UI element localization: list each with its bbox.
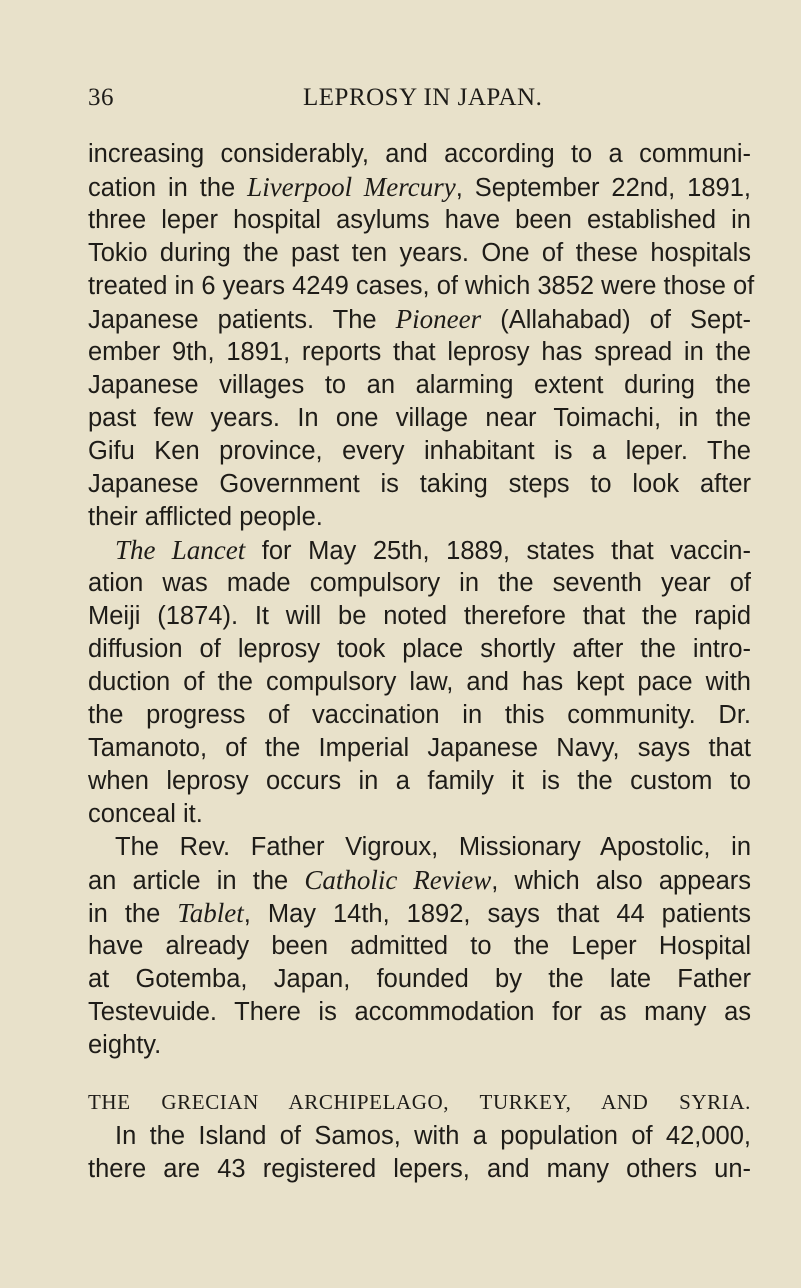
text-line: Japanese patients. The Pioneer (Allahabad) of Sept- <box>88 304 751 334</box>
text-line: Gifu Ken province, every inhabitant is a leper. The <box>88 437 751 465</box>
text-line: eighty. <box>88 1031 162 1059</box>
body-text <box>88 138 755 1062</box>
text-line: increasing considerably, and according to a communi- <box>88 140 751 168</box>
text-line: have already been admitted to the Leper Hospital <box>88 932 751 960</box>
italic-title: Pioneer <box>395 304 482 334</box>
text-line: in the Tablet, May 14th, 1892, says that 44 patients <box>88 898 751 928</box>
section-text <box>88 1120 751 1186</box>
text-line: cation in the Liverpool Mercury, September 22nd, 1891, <box>88 172 751 202</box>
italic-title: The Lancet <box>115 535 246 565</box>
italic-title: Liverpool Mercury <box>247 172 456 202</box>
text-line: ation was made compulsory in the seventh year of <box>88 569 751 597</box>
page-number: 36 <box>88 84 114 111</box>
text-line: Meiji (1874). It will be noted therefore that the rapid <box>88 602 751 630</box>
text-line: the progress of vaccination in this community. Dr. <box>88 701 751 729</box>
text-line: Testevuide. There is accommodation for as many as <box>88 998 751 1026</box>
text-line: when leprosy occurs in a family it is the custom to <box>88 767 751 795</box>
text-line: an article in the Catholic Review, which also appears <box>88 865 751 895</box>
text-line: past few years. In one village near Toimachi, in the <box>88 404 751 432</box>
text-line: Japanese Government is taking steps to look after <box>88 470 751 498</box>
italic-title: Tablet <box>177 898 244 928</box>
text-line: In the Island of Samos, with a population of 42,000, <box>115 1122 751 1150</box>
text-line: diffusion of leprosy took place shortly after the intro- <box>88 635 751 663</box>
text-line: three leper hospital asylums have been established in <box>88 206 751 234</box>
text-line: duction of the compulsory law, and has kept pace with <box>88 668 751 696</box>
text-line: treated in 6 years 4249 cases, of which 3852 were those of <box>88 272 755 300</box>
text-line: their afflicted people. <box>88 503 323 531</box>
italic-title: Catholic Review <box>304 865 492 895</box>
text-line: ember 9th, 1891, reports that leprosy has spread in the <box>88 338 751 366</box>
text-line: there are 43 registered lepers, and many others un- <box>88 1155 751 1183</box>
text-line: The Lancet for May 25th, 1889, states that vaccin- <box>115 535 751 565</box>
text-line: Tamanoto, of the Imperial Japanese Navy, says that <box>88 734 751 762</box>
text-line: at Gotemba, Japan, founded by the late Father <box>88 965 751 993</box>
running-title: LEPROSY IN JAPAN. <box>303 84 543 111</box>
text-line: Japanese villages to an alarming extent during the <box>88 371 751 399</box>
section-heading: THE GRECIAN ARCHIPELAGO, TURKEY, AND SYRIA. <box>88 1090 751 1114</box>
text-line: conceal it. <box>88 800 203 828</box>
text-line: The Rev. Father Vigroux, Missionary Apostolic, in <box>115 833 751 861</box>
text-line: Tokio during the past ten years. One of these hospitals <box>88 239 751 267</box>
page-header <box>88 84 748 118</box>
